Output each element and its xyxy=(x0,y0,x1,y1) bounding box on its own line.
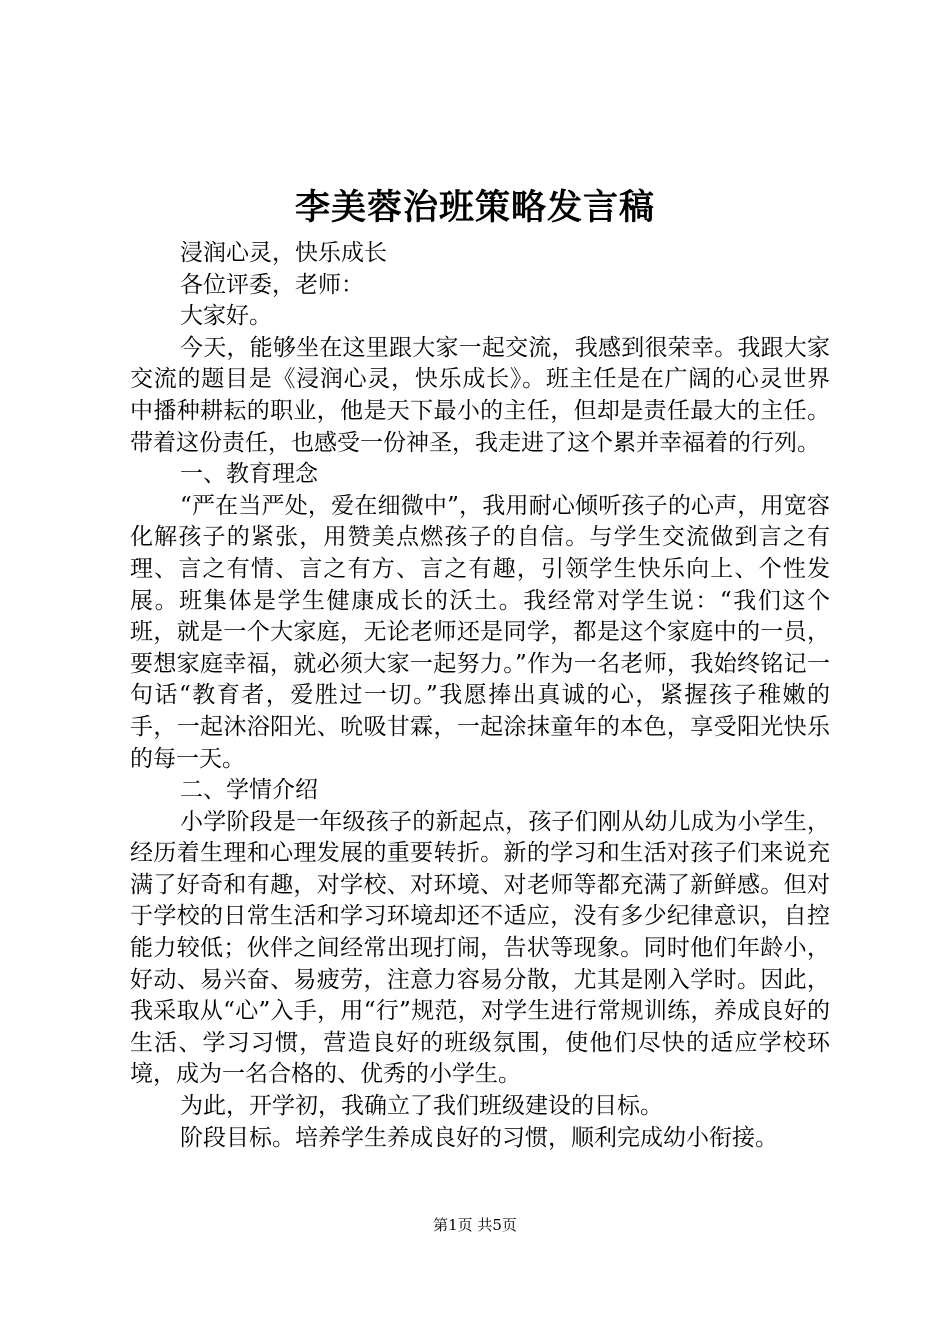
paragraph-class-goal: 为此，开学初，我确立了我们班级建设的目标。 xyxy=(180,1093,663,1120)
paragraph-subtitle: 浸润心灵，快乐成长 xyxy=(180,240,387,266)
paragraph-intro: 今天，能够坐在这里跟大家一起交流，我感到很荣幸。我跟大家交流的题目是《浸润心灵，快乐成长》。班主任是在广阔的心灵世界中播种耕耘的职业，他是天下最小的主任，但却是责任最大的主任。带着这份责任，也感受一份神圣，我走进了这个累并幸福着的行列。 xyxy=(130,334,830,456)
section-heading-student-situation: 二、学情介绍 xyxy=(180,777,318,804)
paragraph-greeting: 大家好。 xyxy=(180,303,272,330)
document-title: 李美蓉治班策略发言稿 xyxy=(294,187,655,228)
paragraph-education-philosophy: “严在当严处，爱在细微中”，我用耐心倾听孩子的心声，用宽容化解孩子的紧张，用赞美点燃孩子的自信。与学生交流做到言之有理、言之有情、言之有方、言之有趣，引领学生快乐向上、个性发展。班集体是学生健康成长的沃土。我经常对学生说：“我们这个班，就是一个大家庭，无论老师还是同学，都是这个家庭中的一员，要想家庭幸福，就必须大家一起努力。”作为一名老师，我始终铭记一句话“教育者，爱胜过一切。”我愿捧出真诚的心，紧握孩子稚嫩的手，一起沐浴阳光、吮吸甘霖，一起涂抹童年的本色，享受阳光快乐的每一天。 xyxy=(130,492,830,772)
paragraph-salutation: 各位评委，老师： xyxy=(180,271,364,298)
paragraph-student-situation: 小学阶段是一年级孩子的新起点，孩子们刚从幼儿成为小学生，经历着生理和心理发展的重要转折。新的学习和生活对孩子们来说充满了好奇和有趣，对学校、对环境、对老师等都充满了新鲜感。但对于学校的日常生活和学习环境却还不适应，没有多少纪律意识，自控能力较低；伙伴之间经常出现打闹，告状等现象。同时他们年龄小，好动、易兴奋、易疲劳，注意力容易分散，尤其是刚入学时。因此，我采取从“心”入手，用“行”规范，对学生进行常规训练，养成良好的生活、学习习惯，营造良好的班级氛围，使他们尽快的适应学校环境，成为一名合格的、优秀的小学生。 xyxy=(130,808,830,1088)
page-footer: 第1页 共5页 xyxy=(433,1216,517,1234)
document-body xyxy=(130,238,830,1154)
section-heading-education-philosophy: 一、教育理念 xyxy=(180,461,318,488)
paragraph-stage-goal: 阶段目标。培养学生养成良好的习惯，顺利完成幼小衔接。 xyxy=(180,1124,778,1151)
